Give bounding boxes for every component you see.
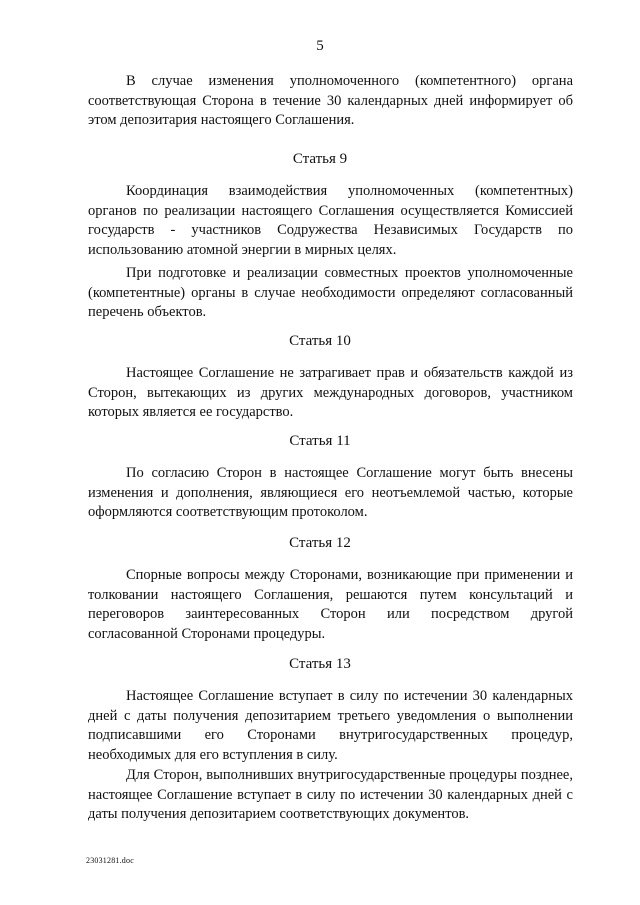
- paragraph-article-13-2: Для Сторон, выполнивших внутригосударственные процедуры позднее, настоящее Соглашение вступает в силу по истечении 30 календарных дней с даты получения депозитарием соответствующих документов.: [88, 767, 573, 822]
- heading-article-13: Статья 13: [289, 656, 351, 672]
- paragraph-article-12: Спорные вопросы между Сторонами, возникающие при применении и толковании настоящего Соглашения, решаются путем консультаций и переговоров заинтересованных Сторон или посредством другой согласованной Сторонами процедуры.: [88, 567, 573, 642]
- paragraph-article-9-1: Координация взаимодействия уполномоченных (компетентных) органов по реализации настоящего Соглашения осуществляется Комиссией государств - участников Содружества Независимых Государств по использованию атомной энергии в мирных целях.: [88, 183, 573, 258]
- paragraph-intro: В случае изменения уполномоченного (компетентного) органа соответствующая Сторона в течение 30 календарных дней информирует об этом депозитария настоящего Соглашения.: [88, 73, 573, 128]
- heading-article-12: Статья 12: [289, 535, 351, 551]
- heading-article-11: Статья 11: [289, 433, 351, 449]
- paragraph-article-11: По согласию Сторон в настоящее Соглашение могут быть внесены изменения и дополнения, являющиеся его неотъемлемой частью, которые оформляются соответствующим протоколом.: [88, 465, 573, 520]
- paragraph-article-9-2: При подготовке и реализации совместных проектов уполномоченные (компетентные) органы в случае необходимости определяют согласованный перечень объектов.: [88, 265, 573, 320]
- paragraph-article-10: Настоящее Соглашение не затрагивает прав и обязательств каждой из Сторон, вытекающих из других международных договоров, участником которых является ее государство.: [88, 365, 573, 420]
- page-number: 5: [316, 38, 324, 54]
- paragraph-article-13-1: Настоящее Соглашение вступает в силу по истечении 30 календарных дней с даты получения депозитарием третьего уведомления о выполнении подписавшими его Сторонами внутригосударственных процедур, необходимых для его вступления в силу.: [88, 688, 573, 763]
- heading-article-9: Статья 9: [292, 151, 348, 167]
- heading-article-10: Статья 10: [289, 333, 351, 349]
- footer-filename: 23031281.doc: [86, 856, 134, 865]
